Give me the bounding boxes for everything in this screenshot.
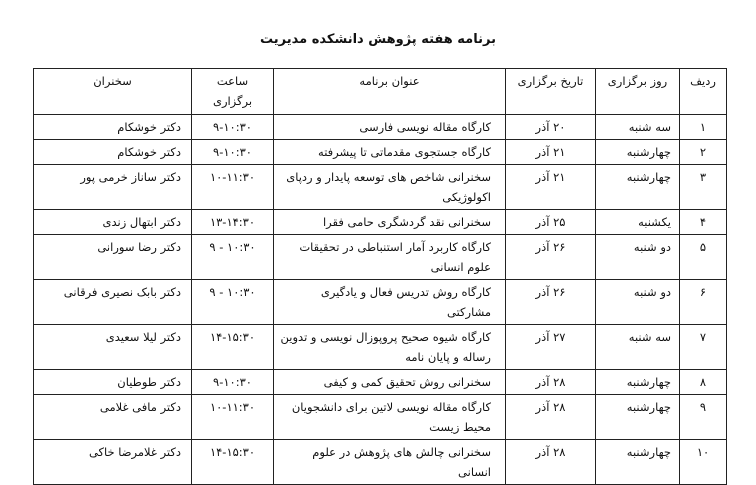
time-cell: ۹-۱۰:۳۰ bbox=[192, 115, 274, 140]
date-cell: ۲۷ آذر bbox=[506, 325, 596, 370]
date-cell: ۲۱ آذر bbox=[506, 165, 596, 210]
header-title: عنوان برنامه bbox=[274, 69, 506, 115]
day-cell: یکشنبه bbox=[596, 210, 680, 235]
row-number: ۳ bbox=[680, 165, 727, 210]
date-cell: ۲۱ آذر bbox=[506, 140, 596, 165]
speaker-cell: دکتر ساناز خرمی پور bbox=[34, 165, 192, 210]
table-row bbox=[34, 210, 727, 235]
header-time: ساعت برگزاری bbox=[192, 69, 274, 115]
speaker-cell: دکتر مافی غلامی bbox=[34, 395, 192, 440]
time-cell: ۱۰-۱۱:۳۰ bbox=[192, 165, 274, 210]
row-number: ۲ bbox=[680, 140, 727, 165]
date-cell: ۲۶ آذر bbox=[506, 235, 596, 280]
table-row bbox=[34, 165, 727, 210]
table-row bbox=[34, 395, 727, 440]
day-cell: دو شنبه bbox=[596, 280, 680, 325]
header-date: تاریخ برگزاری bbox=[506, 69, 596, 115]
row-number: ۵ bbox=[680, 235, 727, 280]
time-cell: ۱۳-۱۴:۳۰ bbox=[192, 210, 274, 235]
day-cell: چهارشنبه bbox=[596, 165, 680, 210]
page-title: برنامه هفته پژوهش دانشکده مدیریت bbox=[260, 32, 496, 47]
program-title-cell: کارگاه کاربرد آمار استنباطی در تحقیقات علوم انسانی bbox=[274, 235, 506, 280]
table-row bbox=[34, 280, 727, 325]
program-title-cell: کارگاه روش تدریس فعال و یادگیری مشارکتی bbox=[274, 280, 506, 325]
date-cell: ۲۸ آذر bbox=[506, 370, 596, 395]
time-cell: ۹ - ۱۰:۳۰ bbox=[192, 235, 274, 280]
speaker-cell: دکتر غلامرضا خاکی bbox=[34, 440, 192, 485]
table-row bbox=[34, 140, 727, 165]
speaker-cell: دکتر خوشکام bbox=[34, 140, 192, 165]
header-row bbox=[34, 69, 727, 115]
day-cell: چهارشنبه bbox=[596, 395, 680, 440]
program-title-cell: کارگاه جستجوی مقدماتی تا پیشرفته bbox=[274, 140, 506, 165]
row-number: ۱ bbox=[680, 115, 727, 140]
table-row bbox=[34, 235, 727, 280]
program-title-cell: سخنرانی چالش های پژوهش در علوم انسانی bbox=[274, 440, 506, 485]
day-cell: چهارشنبه bbox=[596, 440, 680, 485]
date-cell: ۲۸ آذر bbox=[506, 440, 596, 485]
program-title-cell: سخنرانی شاخص های توسعه پایدار و ردپای اکولوژیکی bbox=[274, 165, 506, 210]
header-speaker: سخنران bbox=[34, 69, 192, 115]
speaker-cell: دکتر رضا سورانی bbox=[34, 235, 192, 280]
day-cell: چهارشنبه bbox=[596, 370, 680, 395]
time-cell: ۱۰-۱۱:۳۰ bbox=[192, 395, 274, 440]
time-cell: ۹-۱۰:۳۰ bbox=[192, 370, 274, 395]
speaker-cell: دکتر بابک نصیری فرقانی bbox=[34, 280, 192, 325]
time-cell: ۹-۱۰:۳۰ bbox=[192, 140, 274, 165]
program-title-cell: کارگاه مقاله نویسی فارسی bbox=[274, 115, 506, 140]
date-cell: ۲۶ آذر bbox=[506, 280, 596, 325]
day-cell: چهارشنبه bbox=[596, 140, 680, 165]
table-row bbox=[34, 325, 727, 370]
program-title-cell: سخنرانی نقد گردشگری حامی فقرا bbox=[274, 210, 506, 235]
day-cell: سه شنبه bbox=[596, 115, 680, 140]
header-row-number: ردیف bbox=[680, 69, 727, 115]
date-cell: ۲۰ آذر bbox=[506, 115, 596, 140]
date-cell: ۲۵ آذر bbox=[506, 210, 596, 235]
program-title-cell: کارگاه شیوه صحیح پروپوزال نویسی و تدوین رساله و پایان نامه bbox=[274, 325, 506, 370]
speaker-cell: دکتر ابتهال زندی bbox=[34, 210, 192, 235]
speaker-cell: دکتر لیلا سعیدی bbox=[34, 325, 192, 370]
row-number: ۱۰ bbox=[680, 440, 727, 485]
row-number: ۷ bbox=[680, 325, 727, 370]
row-number: ۸ bbox=[680, 370, 727, 395]
schedule-table bbox=[33, 68, 727, 485]
table-row bbox=[34, 440, 727, 485]
row-number: ۶ bbox=[680, 280, 727, 325]
program-title-cell: سخنرانی روش تحقیق کمی و کیفی bbox=[274, 370, 506, 395]
time-cell: ۱۴-۱۵:۳۰ bbox=[192, 325, 274, 370]
header-day: روز برگزاری bbox=[596, 69, 680, 115]
day-cell: دو شنبه bbox=[596, 235, 680, 280]
date-cell: ۲۸ آذر bbox=[506, 395, 596, 440]
row-number: ۹ bbox=[680, 395, 727, 440]
table-row bbox=[34, 370, 727, 395]
program-title-cell: کارگاه مقاله نویسی لاتین برای دانشجویان محیط زیست bbox=[274, 395, 506, 440]
table-row bbox=[34, 115, 727, 140]
row-number: ۴ bbox=[680, 210, 727, 235]
time-cell: ۹ - ۱۰:۳۰ bbox=[192, 280, 274, 325]
day-cell: سه شنبه bbox=[596, 325, 680, 370]
time-cell: ۱۴-۱۵:۳۰ bbox=[192, 440, 274, 485]
speaker-cell: دکتر طوطیان bbox=[34, 370, 192, 395]
speaker-cell: دکتر خوشکام bbox=[34, 115, 192, 140]
